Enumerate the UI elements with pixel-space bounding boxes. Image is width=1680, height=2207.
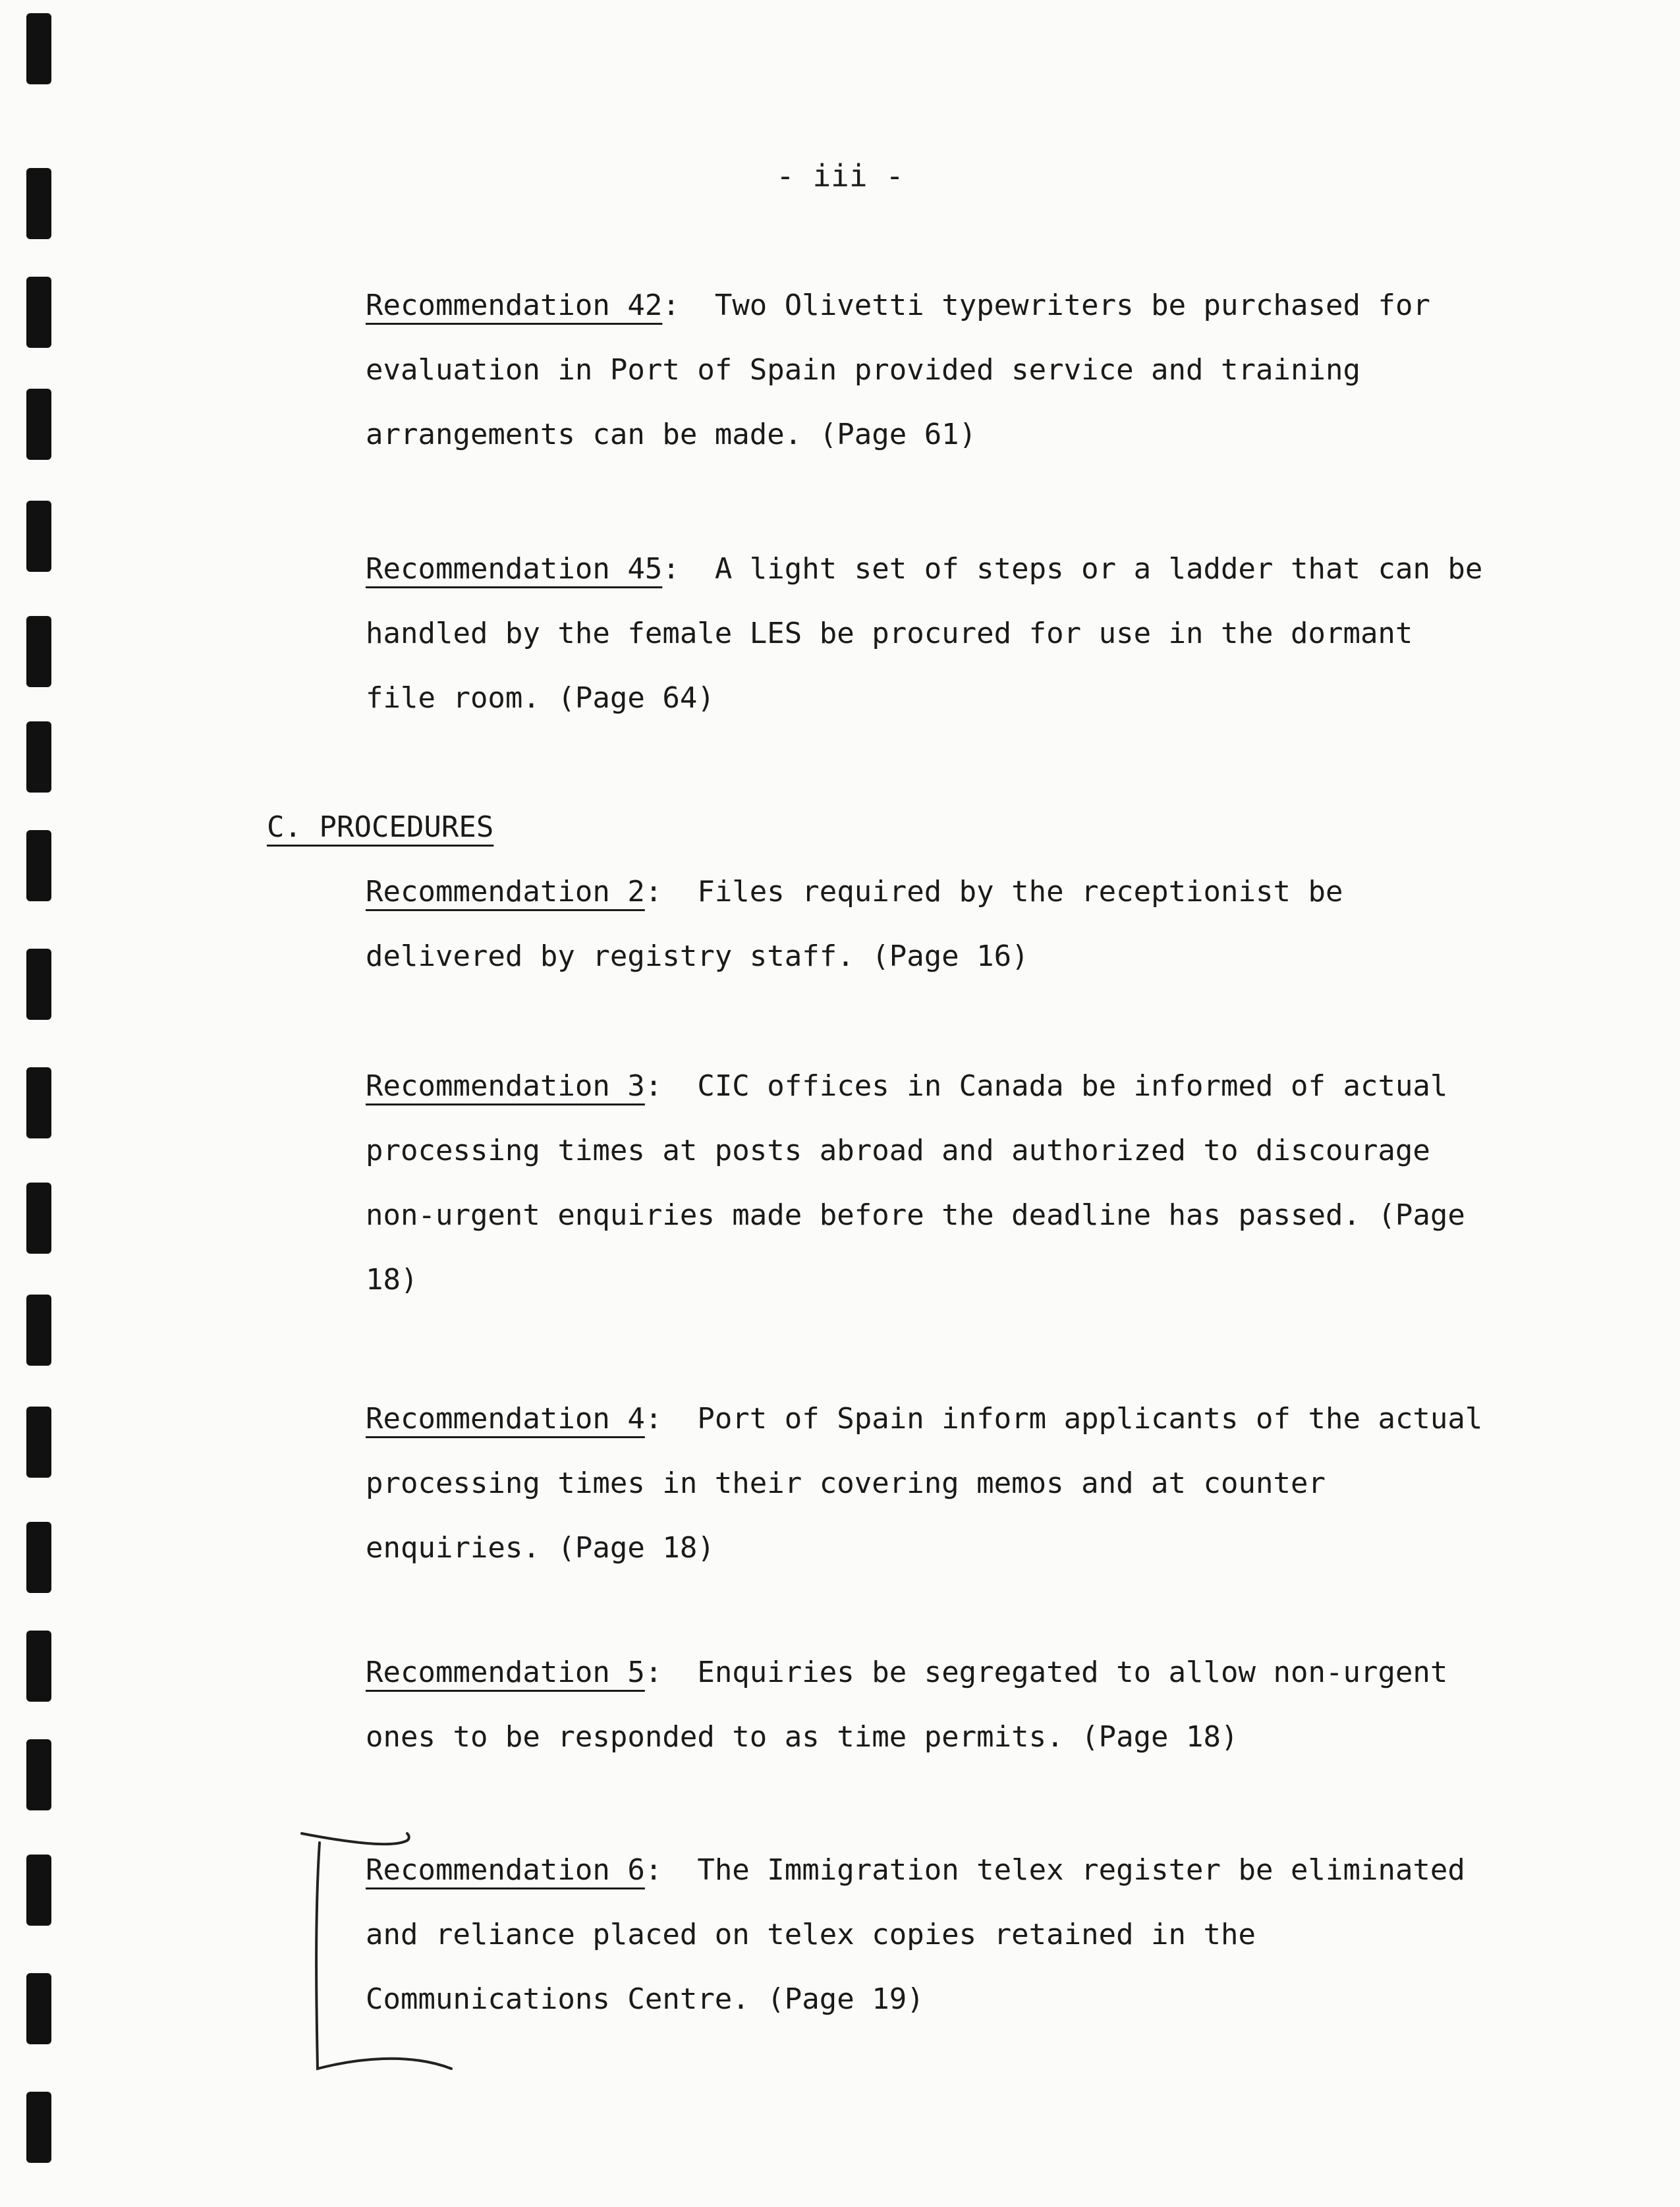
punch-hole [26, 1407, 51, 1478]
recommendation-2: Recommendation 2: Files required by the receptionist be delivered by registry staff. (Page 16) [366, 875, 1360, 973]
recommendation-label: Recommendation 6 [366, 1853, 645, 1887]
recommendation-text: Enquiries be segregated to allow non-urgent ones to be responded to as time permits. (Page 18) [366, 1656, 1465, 1754]
punch-hole [26, 1973, 51, 2044]
recommendation-5: Recommendation 5: Enquiries be segregated to allow non-urgent ones to be responded to as time permits. (Page 18) [366, 1656, 1465, 1754]
recommendation-42: Recommendation 42: Two Olivetti typewriters be purchased for evaluation in Port of Spain provided service and training arrangements can be made. (Page 61) [366, 289, 1448, 451]
punch-hole [26, 1631, 51, 1702]
punch-hole [26, 616, 51, 687]
punch-hole [26, 1739, 51, 1810]
recommendation-text: Two Olivetti typewriters be purchased for evaluation in Port of Spain provided service and training arrangements can be made. (Page 61) [366, 289, 1448, 451]
punch-hole [26, 949, 51, 1020]
punch-hole [26, 1855, 51, 1926]
punch-hole [26, 1183, 51, 1254]
recommendation-label: Recommendation 42 [366, 289, 663, 322]
recommendation-label: Recommendation 45 [366, 552, 663, 586]
recommendation-label: Recommendation 4 [366, 1402, 645, 1436]
punch-hole [26, 830, 51, 901]
recommendation-4: Recommendation 4: Port of Spain inform applicants of the actual processing times in their covering memos and at counter enquiries. (Page 18) [366, 1402, 1500, 1565]
binding-holes [26, 0, 59, 2207]
recommendation-text: The Immigration telex register be eliminated and reliance placed on telex copies retained in the Communications Centre. (Page 19) [366, 1853, 1483, 2016]
page-number: - iii - [776, 158, 904, 194]
recommendation-label: Recommendation 3 [366, 1069, 645, 1103]
recommendation-45: Recommendation 45: A light set of steps or a ladder that can be handled by the female LES be procured for use in the dormant file room. (Page 64) [366, 552, 1500, 715]
punch-hole [26, 721, 51, 793]
section-heading: C. PROCEDURES [267, 810, 494, 844]
punch-hole [26, 1067, 51, 1138]
punch-hole [26, 277, 51, 348]
punch-hole [26, 1522, 51, 1593]
punch-hole [26, 389, 51, 460]
recommendation-6: Recommendation 6: The Immigration telex register be eliminated and reliance placed on telex copies retained in the Communications Centre. (Page 19) [366, 1853, 1483, 2016]
punch-hole [26, 1295, 51, 1366]
recommendation-3: Recommendation 3: CIC offices in Canada be informed of actual processing times at posts abroad and authorized to discourage non-urgent enquiries made before the deadline has passed. (Page 18) [366, 1069, 1483, 1297]
punch-hole [26, 13, 51, 84]
recommendation-label: Recommendation 5 [366, 1656, 645, 1689]
recommendation-text: Port of Spain inform applicants of the actual processing times in their covering memos and at counter enquiries. (Page 18) [366, 1402, 1500, 1565]
punch-hole [26, 501, 51, 572]
recommendation-text: Files required by the receptionist be delivered by registry staff. (Page 16) [366, 875, 1360, 973]
recommendation-label: Recommendation 2 [366, 875, 645, 908]
punch-hole [26, 2092, 51, 2163]
recommendation-text: A light set of steps or a ladder that can be handled by the female LES be procured for use in the dormant file room. (Page 64) [366, 552, 1500, 715]
recommendation-text: CIC offices in Canada be informed of actual processing times at posts abroad and authorized to discourage non-urgent enquiries made before the deadline has passed. (Page 18) [366, 1069, 1483, 1297]
